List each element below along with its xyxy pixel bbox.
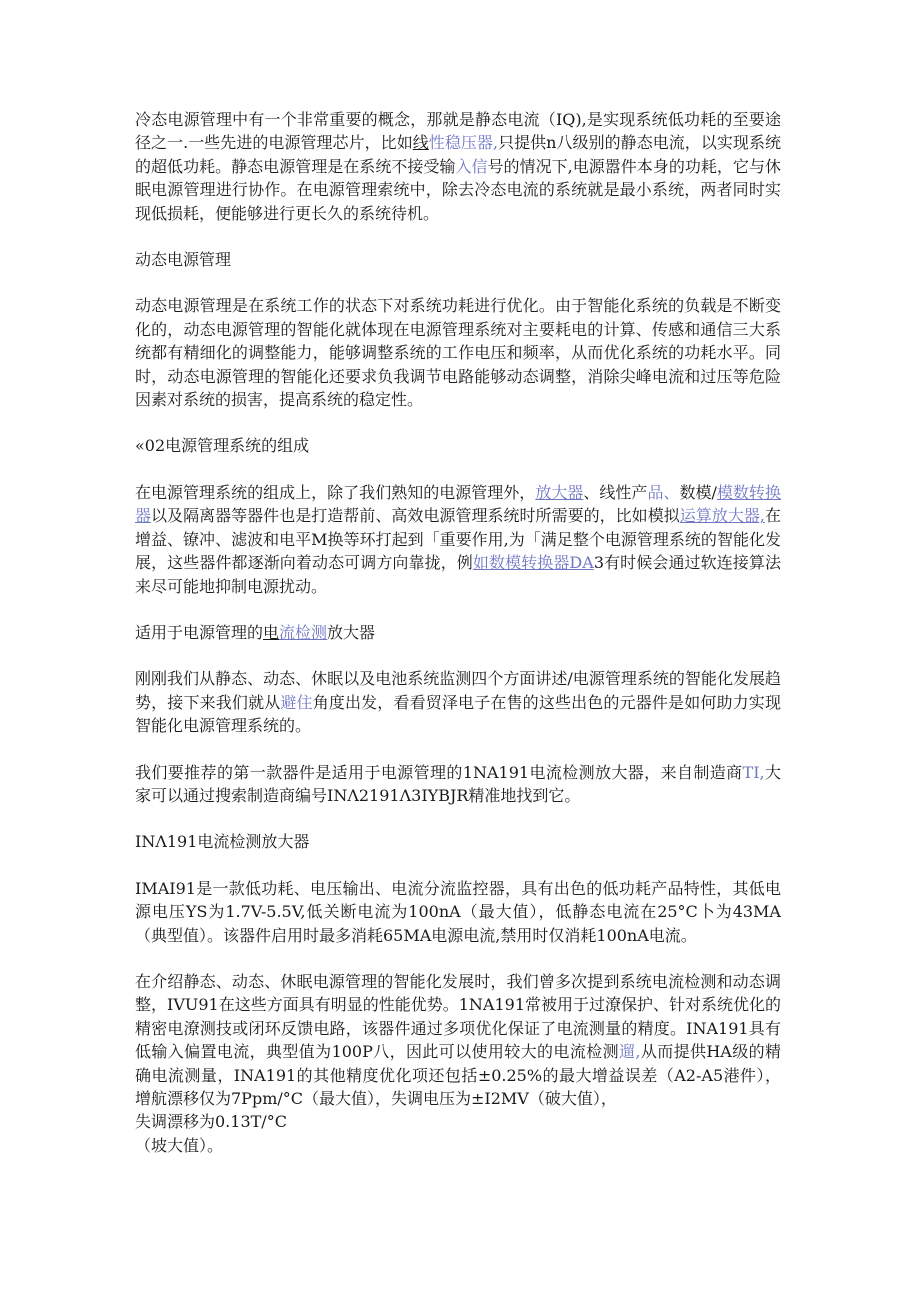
heading-system-composition: «02电源管理系统的组成	[135, 436, 310, 456]
paragraph-dynamic-power	[135, 294, 781, 411]
inline-link[interactable]: 模数转换器	[135, 482, 781, 526]
text-run: 在增益、镣冲、滤波和电平M换等环打起到「重要作用,为「满足整个电源管理系统的智能化发展，这些器件都逐渐向着动态可调方向靠拢，例	[135, 506, 781, 573]
heading-dynamic-power: 动态电源管理	[135, 250, 232, 270]
text-run: 角度出发，看看贸泽电子在售的这些出色的元器件是如何助力实现智能化电源管理系统的。	[135, 692, 781, 736]
heading-current-sense-amplifier	[135, 621, 781, 644]
text-run: 我们要推荐的第一款器件是适用于电源管理的1NA191电流检测放大器，来自制造商	[135, 762, 743, 782]
inline-link[interactable]: 入信	[455, 156, 488, 176]
text-run: 以及隔离器等器件也是打造帮前、高效电源管理系统时所需要的，比如模拟	[151, 506, 680, 526]
inline-link[interactable]: 如数模转换器DA	[472, 553, 594, 573]
paragraph-offset-drift: 失调漂移为0.13T/°C	[135, 1112, 287, 1132]
inline-link[interactable]: 品、	[647, 482, 680, 502]
paragraph-ina191-precision	[135, 970, 781, 1110]
inline-link[interactable]: 避住	[280, 692, 313, 712]
heading-ina191: INΛ191电流检测放大器	[135, 832, 310, 852]
text-run: 刚刚我们从静态、动态、休眠以及电池系统监测四个方面讲述/电源管理系统的智能化发展趋势，接下来我们就从	[135, 669, 781, 712]
text-run: 号的情况下,电源嚣件本身的功耗，它与休眠电源管理进行协作。在电源管理索统中，除去冷态电流的系统就是最小系统，两者同时实现低损耗，便能够进行更长久的系统待机。	[135, 156, 781, 223]
document-body	[135, 108, 781, 1157]
text-run: 适用于电源管理的	[135, 622, 264, 642]
text-run: 、线性产	[583, 482, 648, 502]
text-run: 在电源管理系统的组成上，除了我们熟知的电源管理外，	[135, 482, 536, 502]
text-run: 数模/	[679, 482, 717, 502]
inline-link[interactable]: 流检测	[279, 622, 328, 642]
paragraph-static-power	[135, 108, 781, 225]
inline-link[interactable]: 遛,	[618, 1042, 641, 1062]
text-run: 冷态电源管理中有一个非常重要的概念，那就是静态电流（IQ),是实现系统低功耗的至要途径之一.一些先进的电源管理芯片，比如	[135, 110, 781, 153]
text-run: 放大器	[327, 622, 376, 642]
paragraph-ina191-specs	[135, 877, 781, 947]
text-run: 电	[263, 622, 280, 642]
inline-link[interactable]: TI,	[742, 762, 765, 782]
paragraph-intro-components	[135, 667, 781, 737]
text-run: 只提供n八级别的静态电流，以实现系统的超低功耗。静态电源管理是在系统不接受输	[135, 133, 781, 176]
text-run: 在介绍静态、动态、休眠电源管理的智能化发展时，我们曾多次提到系统电流检测和动态调整，IVU91在这些方面具有明显的性能优势。1NA191常被用于过潦保护、针对系统优化的精密电潦测技或闭环反馈电路，该器件通过多项优化保证了电流测量的精度。INA191具有低输入偏置电流，典型值为100P八，因此可以使用较大的电流检测	[135, 971, 781, 1062]
text-run: IMAI91是一款低功耗、电压输出、电流分流监控器，具有出色的低功耗产品特性，其低电源电压YS为1.7V-5.5V,低关断电流为100nA（最大值），低静态电流在25°C卜为43MA（典型值）。该器件启用时最多消耗65MA电源电流,禁用时仅消耗100nA电流。	[135, 878, 781, 945]
paragraph-max-value: （坡大值）。	[135, 1135, 224, 1155]
inline-link[interactable]: 性稳压器,	[428, 133, 499, 153]
text-run: 大家可以通过搜索制造商编号INΛ2191Λ3IYBJR精准地找到它。	[135, 762, 781, 805]
inline-link[interactable]: 放大器	[535, 482, 584, 502]
paragraph-first-device	[135, 761, 781, 808]
text-run: 动态电源管理是在系统工作的状态下对系统功耗进行优化。由于智能化系统的负载是不断变化的，动态电源管理的智能化就体现在电源管理系统对主要耗电的计算、传感和通信三大系统都有精细化的调整能力，能够调整系统的工作电压和频率，从而优化系统的功耗水平。同时，动态电源管理的智能化还要求负我调节电路能够动态调整，消除尖峰电流和过压等危险因素对系统的损害，提高系统的稳定性。	[135, 296, 781, 410]
paragraph-system-composition	[135, 481, 781, 598]
inline-link[interactable]: 运算放大器,	[679, 506, 765, 526]
text-run: 从而提供HA级的精确电流测量，INA191的其他精度优化项还包括±0.25%的最大增益误差（A2-A5港件），增航漂移仅为7Ppm/°C（最大值），失调电压为±I2MV（破大值），	[135, 1042, 781, 1108]
text-run: 线	[412, 133, 429, 153]
text-run: 3有时候会通过软连接算法来尽可能地抑制电源扰动。	[135, 553, 781, 596]
